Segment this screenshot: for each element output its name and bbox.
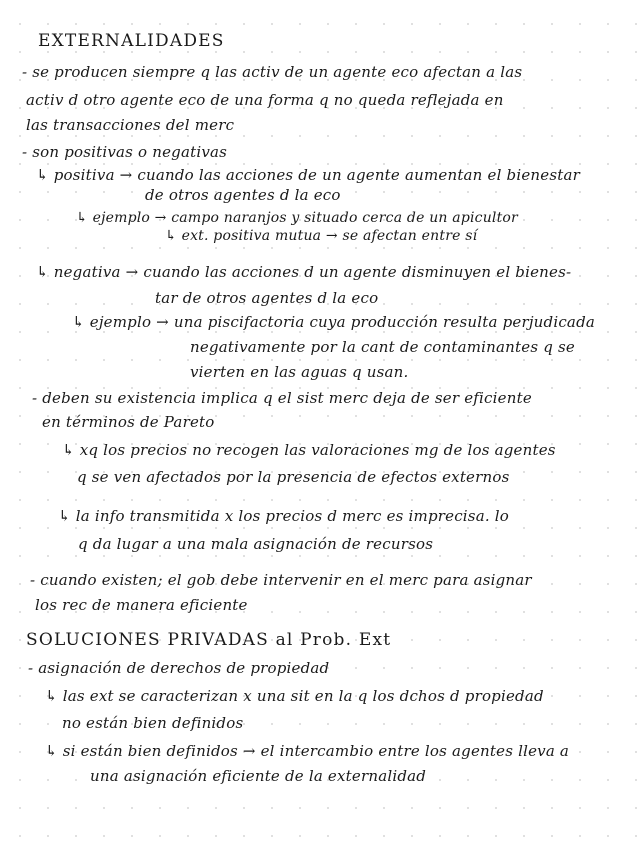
note-line: ↳ negativa → cuando las acciones d un agente disminuyen el bienes- xyxy=(36,263,572,281)
note-line: - son positivas o negativas xyxy=(22,143,228,161)
note-line: negativamente por la cant de contaminantes q se xyxy=(190,338,575,356)
note-line: las transacciones del merc xyxy=(26,116,235,134)
note-line: ↳ ejemplo → una piscifactoria cuya producción resulta perjudicada xyxy=(72,313,596,331)
note-line: - deben su existencia implica q el sist merc deja de ser eficiente xyxy=(32,389,532,407)
section-heading-externalidades: EXTERNALIDADES xyxy=(38,31,225,51)
note-line: ↳ ejemplo → campo naranjos y situado cerca de un apicultor xyxy=(76,210,518,226)
note-line: q se ven afectados por la presencia de efectos externos xyxy=(77,468,510,486)
note-line: ↳ ext. positiva mutua → se afectan entre sí xyxy=(165,228,478,244)
note-line: activ d otro agente eco de una forma q no queda reflejada en xyxy=(26,91,504,109)
note-line: vierten en las aguas q usan. xyxy=(190,363,409,381)
note-line: q da lugar a una mala asignación de recursos xyxy=(78,535,434,553)
note-line: ↳ las ext se caracterizan x una sit en la q los dchos d propiedad xyxy=(45,687,544,705)
note-line: no están bien definidos xyxy=(62,714,244,732)
note-line: ↳ si están bien definidos → el intercambio entre los agentes lleva a xyxy=(45,742,570,760)
note-line: de otros agentes d la eco xyxy=(145,186,341,204)
section-heading-soluciones-privadas: SOLUCIONES PRIVADAS al Prob. Ext xyxy=(26,630,392,650)
note-line: ↳ positiva → cuando las acciones de un agente aumentan el bienestar xyxy=(36,166,581,184)
note-line: ↳ la info transmitida x los precios d merc es imprecisa. lo xyxy=(58,507,510,525)
note-line: - asignación de derechos de propiedad xyxy=(28,659,330,677)
note-line: una asignación eficiente de la externalidad xyxy=(90,767,427,785)
note-line: ↳ xq los precios no recogen las valoraciones mg de los agentes xyxy=(62,441,556,459)
note-line: - cuando existen; el gob debe intervenir en el merc para asignar xyxy=(30,571,532,589)
note-line: en términos de Pareto xyxy=(42,413,215,431)
note-line: - se producen siempre q las activ de un agente eco afectan a las xyxy=(22,63,523,81)
note-line: los rec de manera eficiente xyxy=(35,596,248,614)
note-line: tar de otros agentes d la eco xyxy=(155,289,379,307)
